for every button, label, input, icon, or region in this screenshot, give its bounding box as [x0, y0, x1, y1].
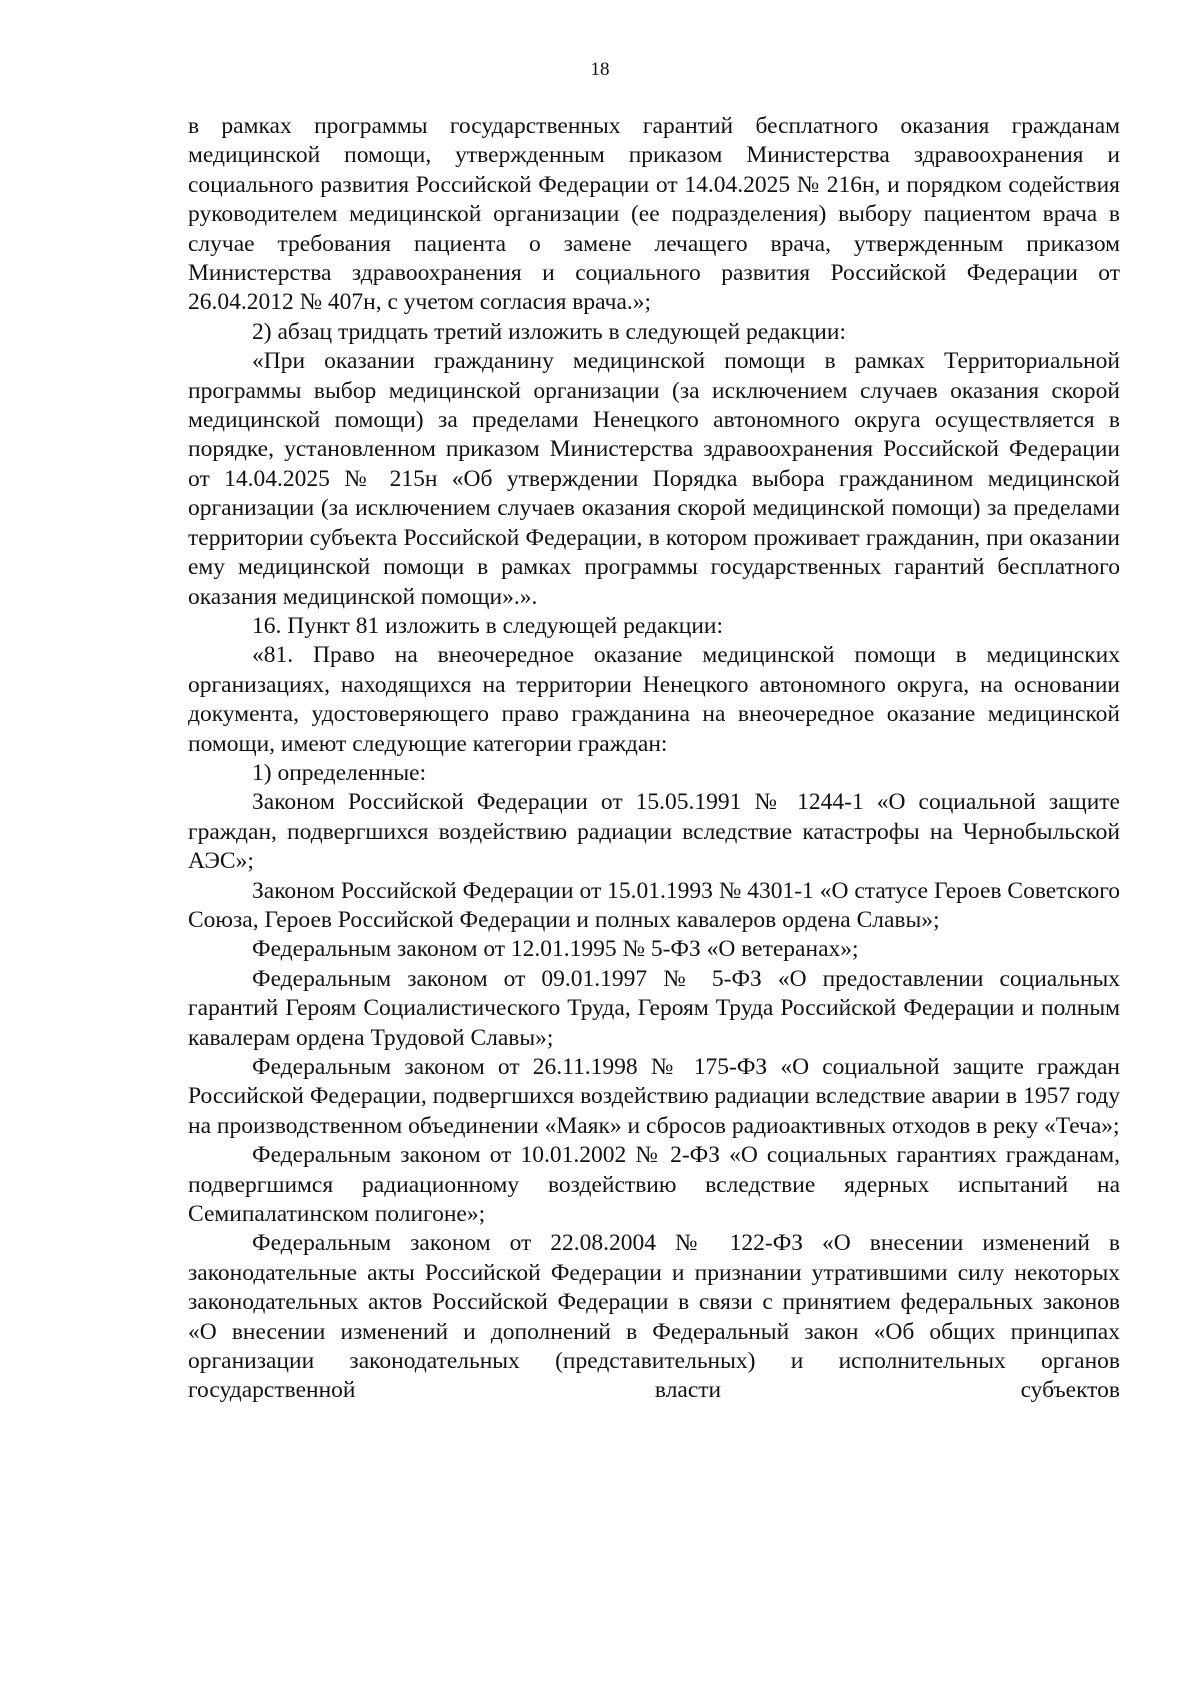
document-body — [188, 112, 1120, 1406]
paragraph-law-5-fz-heroes: Федеральным законом от 09.01.1997 № 5-ФЗ «О предоставлении социальных гарантий Героям Социалистического Труда, Героям Труда Российской Федерации и полным кавалерам ордена Трудовой Славы»; — [188, 965, 1120, 1051]
paragraph-item-1: 1) определенные: — [252, 759, 427, 786]
paragraph-law-4301-1: Законом Российской Федерации от 15.01.1993 № 4301-1 «О статусе Героев Советского Союза, Героев Российской Федерации и полных кавалеров ордена Славы»; — [188, 877, 1120, 933]
paragraph-law-175-fz: Федеральным законом от 26.11.1998 № 175-ФЗ «О социальной защите граждан Российской Федерации, подвергшихся воздействию радиации вследствие аварии в 1957 году на производственном объединении «Маяк» и сбросов радиоактивных отходов в реку «Теча»; — [188, 1054, 1120, 1139]
paragraph-point-16: 16. Пункт 81 изложить в следующей редакции: — [252, 612, 724, 639]
paragraph-item-2: 2) абзац тридцать третий изложить в следующей редакции: — [252, 318, 846, 345]
paragraph-quote-choice: «При оказании гражданину медицинской помощи в рамках Территориальной программы выбор медицинской организации (за исключением случаев оказания скорой медицинской помощи) за пределами Ненецкого автономного округа осуществляется в порядке, установленном приказом Министерства здравоохранения Российской Федерации от 14.04.2025 № 215н «Об утверждении Порядка выбора гражданином медицинской организации (за исключением случаев оказания скорой медицинской помощи) за пределами территории субъекта Российской Федерации, в котором проживает гражданин, при оказании ему медицинской помощи в рамках программы государственных гарантий бесплатного оказания медицинской помощи».». — [188, 348, 1120, 610]
paragraph-continuation: в рамках программы государственных гарантий бесплатного оказания гражданам медицинской помощи, утвержденным приказом Министерства здравоохранения и социального развития Российской Федерации от 14.04.2025 № 216н, и порядком содействия руководителем медицинской организации (ее подразделения) выбору пациентом врача в случае требования пациента о замене лечащего врача, утвержденным приказом Министерства здравоохранения и социального развития Российской Федерации от 26.04.2012 № 407н, с учетом согласия врача.»; — [188, 113, 1120, 316]
paragraph-point-81: «81. Право на внеочередное оказание медицинской помощи в медицинских организациях, находящихся на территории Ненецкого автономного округа, на основании документа, удостоверяющего право гражданина на внеочередное оказание медицинской помощи, имеют следующие категории граждан: — [188, 642, 1120, 757]
paragraph-law-122-fz: Федеральным законом от 22.08.2004 № 122-ФЗ «О внесении изменений в законодательные акты Российской Федерации и признании утратившими силу некоторых законодательных актов Российской Федерации в связи с принятием федеральных законов «О внесении изменений и дополнений в Федеральный закон «Об общих принципах организации законодательных (представительных) и исполнительных органов государственной власти субъектов — [188, 1230, 1120, 1404]
paragraph-law-1244-1: Законом Российской Федерации от 15.05.1991 № 1244-1 «О социальной защите граждан, подвергшихся воздействию радиации вследствие катастрофы на Чернобыльской АЭС»; — [188, 789, 1120, 875]
paragraph-law-5-fz-veterans: Федеральным законом от 12.01.1995 № 5-ФЗ «О ветеранах»; — [252, 936, 859, 963]
page-number: 18 — [590, 59, 610, 80]
paragraph-law-2-fz: Федеральным законом от 10.01.2002 № 2-ФЗ «О социальных гарантиях гражданам, подвергшимся радиационному воздействию вследствие ядерных испытаний на Семипалатинском полигоне»; — [188, 1142, 1120, 1228]
